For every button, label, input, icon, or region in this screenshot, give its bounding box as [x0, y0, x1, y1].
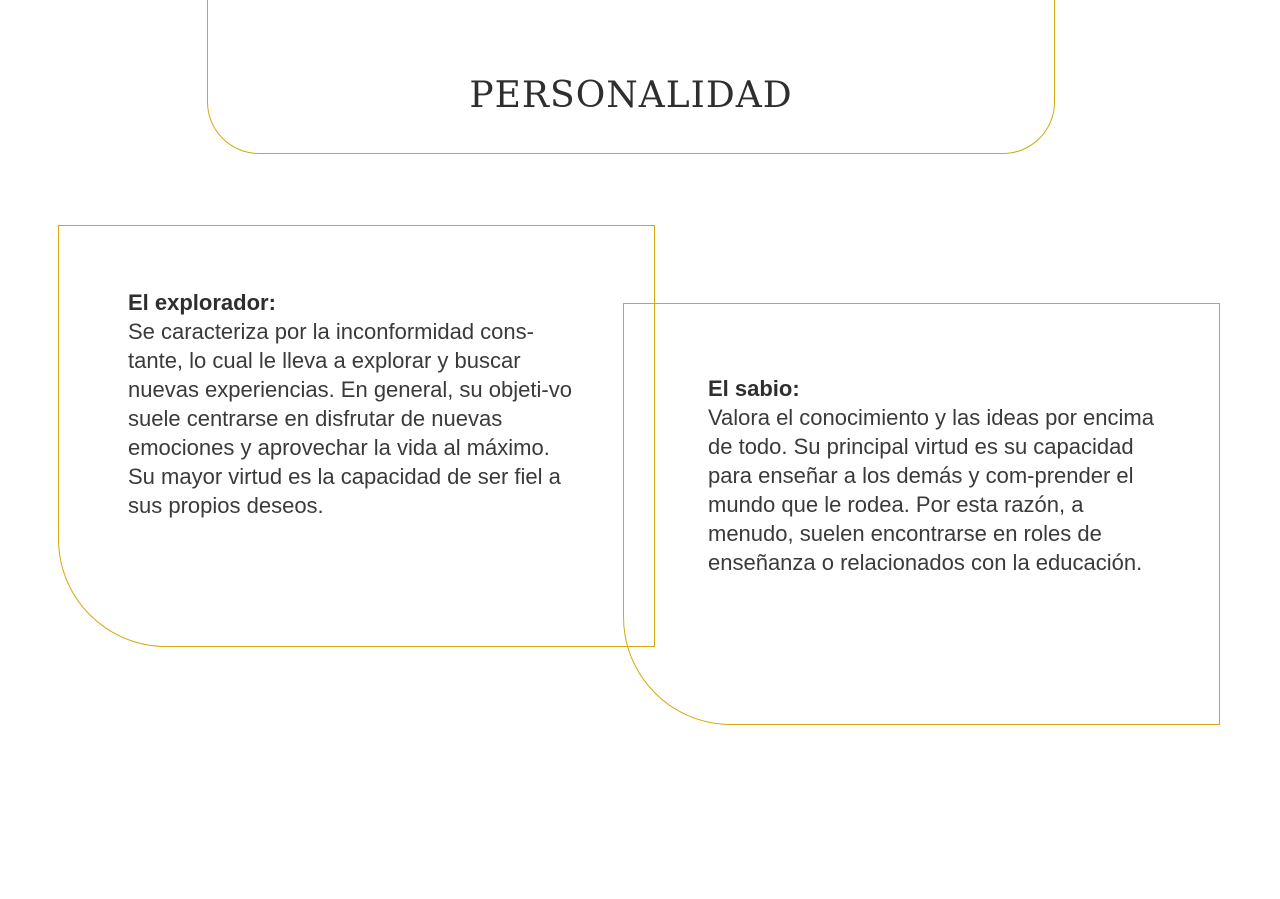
card-explorer-text — [128, 288, 578, 520]
card-sage-heading: El sabio: — [708, 376, 800, 401]
card-explorer — [58, 225, 655, 647]
card-sage — [623, 303, 1220, 725]
title-box — [207, 0, 1055, 154]
card-sage-text — [708, 374, 1163, 577]
card-sage-body: Valora el conocimiento y las ideas por encima de todo. Su principal virtud es su capacidad para enseñar a los demás y com-prender el mundo que le rodea. Por esta razón, a menudo, suelen encontrarse en roles de enseñanza o relacionados con la educación. — [708, 405, 1154, 575]
card-explorer-heading: El explorador: — [128, 290, 276, 315]
card-explorer-body: Se caracteriza por la inconformidad cons-tante, lo cual le lleva a explorar y buscar nuevas experiencias. En general, su objeti-vo suele centrarse en disfrutar de nuevas emociones y aprovechar la vida al máximo. Su mayor virtud es la capacidad de ser fiel a sus propios deseos. — [128, 319, 572, 518]
page-title: PERSONALIDAD — [469, 75, 793, 116]
